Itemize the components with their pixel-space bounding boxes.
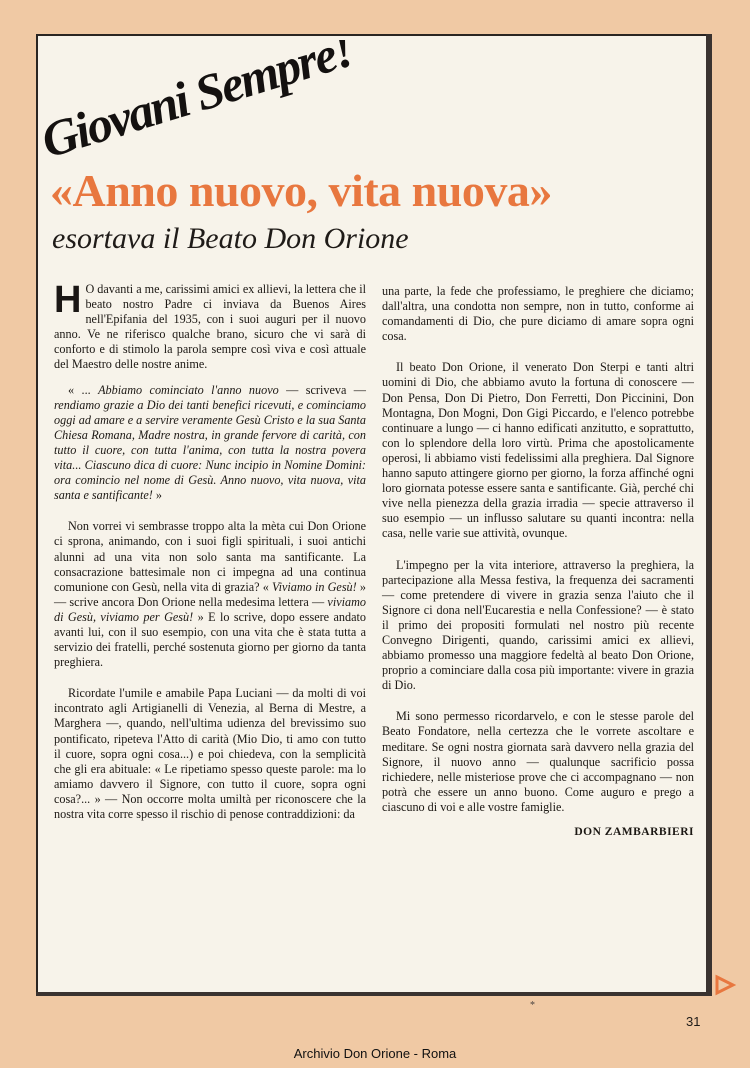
- article-subtitle: esortava il Beato Don Orione: [52, 222, 409, 255]
- paragraph-commitment: L'impegno per la vita interiore, attraverso la preghiera, la partecipazione alla Messa festiva, la frequenza dei sacramenti — come pretendere di vivere in grazia senza l'aiuto che il Signore ci dona nell'Eucarestia e nella Confessione? — è stato il primo dei propositi formulati nel nostro più recente Convegno Dirigenti, quando, carissimi amici ex allievi, abbiamo promesso una maggiore fedeltà al beato Don Orione, proprio a cominciare dalla cosa più importante: vivere in grazia di Dio.: [382, 557, 694, 693]
- meta-text-b: » — scrive ancora Don Orione nella medesima lettera —: [54, 579, 366, 609]
- right-column: [382, 284, 694, 850]
- drop-cap: H: [54, 279, 82, 321]
- bottom-border-rule: [36, 992, 712, 996]
- handwritten-heading: [44, 40, 374, 170]
- paragraph-witnesses: Il beato Don Orione, il venerato Don Sterpi e tanti altri uomini di Dio, che abbiamo avuto la fortuna di conoscere — Don Pensa, Don Di Pietro, Don Ferretti, Don Piccinini, Don Montagna, Don Mogni, Don Gigi Piccardo, e l'elenco potrebbe continuare a lungo — ci hanno edificati anzitutto, e soprattutto, con lo splendore della loro virtù. Prima che apostolicamente operosi, li abbiamo visti fedelissimi alla preghiera. Dal Signore hanno saputo attingere giorno per giorno, la forza affinché ogni loro giornata potesse essere santa e santificante. Già, perché chi vive nella pienezza della grazia irradia — specie attraverso il suo esempio — un influsso salutare su quanti incontra: nella casa, nelle varie sue attività, ovunque.: [382, 360, 694, 541]
- paragraph-intro-text: O davanti a me, carissimi amici ex allievi, la lettera che il beato nostro Padre ci inviava da Buenos Aires nell'Epifania del 1935, con i suoi auguri per il nuovo anno. Ve ne riferisco qualche brano, sicuro che vi sarà di conforto e di stimolo la parola sempre così viva e così attuale del Maestro delle nostre anime.: [54, 282, 366, 372]
- paragraph-meta: [54, 519, 366, 670]
- archive-footer: Archivio Don Orione - Roma: [293, 1046, 457, 1061]
- quote-close: »: [152, 488, 162, 503]
- author-signature: DON ZAMBARBIERI: [574, 826, 694, 838]
- quote-aside: — scriveva —: [278, 382, 366, 397]
- paragraph-closing: Mi sono permesso ricordarvelo, e con le stesse parole del Beato Fondatore, nella certezza che le vorrete ascoltare e meditare. Se ogni nostra giornata sarà davvero nella grazia del Signore, il nuovo anno — qualunque sacrificio possa richiedere, nelle misteriose prove che ci accompagnano — non potrà che essere un anno buono. Come auguro e prego a ciascuno di voi e alle vostre famiglie.: [382, 709, 694, 814]
- paragraph-quote: [54, 383, 366, 504]
- print-mark: *: [530, 1000, 535, 1011]
- handwritten-heading-text: Giovani Sempre!: [44, 40, 359, 169]
- quote-part-2: rendiamo grazie a Dio dei tanti benefici ricevuti, e cominciamo oggi ad amare e a servire veramente Gesù Cristo e la sua Santa Chiesa Romana, Madre nostra, in grande fervore di carità, con tutto il cuore, con tutta l'anima, con tutta la nostra povera vita... Ciascuno dica di cuore: Nunc incipio in Nomine Domini: ora comincio nel nome di Gesù. Anno nuovo, vita nuova, vita santa e santificante!: [54, 397, 366, 503]
- meta-text-c: » E lo scrive, dopo essere andato avanti lui, con il suo esempio, con una vita che è stata tutta a servizio dei fratelli, perché sostenuta giorno per giorno da tanta preghiera.: [54, 609, 366, 670]
- meta-quote-1: Viviamo in Gesù!: [272, 579, 357, 594]
- paragraph-intro: [54, 279, 366, 373]
- paragraph-continuation: una parte, la fede che professiamo, le preghiere che diciamo; dall'altra, una condotta non sempre, non in tutto, conforme ai comandamenti di Dio, che pure diciamo di amare sopra ogni cosa.: [382, 284, 694, 344]
- meta-text-a: Non vorrei vi sembrasse troppo alta la mèta cui Don Orione ci sprona, animando, con i suoi figli spirituali, i suoi antichi alunni ad una vita non solo santa ma santificante. La consacrazione battesimale non ci impegna ad una continua comunione con Gesù, nella vita di grazia? «: [54, 519, 366, 594]
- left-column: [54, 279, 366, 832]
- page-number: 31: [686, 1014, 701, 1029]
- quote-open: « ...: [68, 382, 99, 397]
- paragraph-luciani: Ricordate l'umile e amabile Papa Luciani — da molti di voi incontrato agli Artigianelli di Venezia, al Berna di Mestre, a Marghera —, quando, nell'ultima udienza del brevissimo suo pontificato, ripeteva l'Atto di carità (Mio Dio, ti amo con tutto il cuore, sopra ogni cosa...) e poi chiedeva, con la semplicità che gli era abituale: « Le ripetiamo spesso queste parole: ma lo amiamo davvero il Signore, con tutto il cuore, sopra ogni cosa?... » — Non occorre molta umiltà per riconoscere che la nostra vita corre spesso il rischio di penose contraddizioni: da: [54, 686, 366, 821]
- article-title: «Anno nuovo, vita nuova»: [50, 165, 552, 216]
- handwritten-heading-graphic: [44, 40, 374, 170]
- quote-part-1: Abbiamo cominciato l'anno nuovo: [98, 382, 279, 397]
- next-page-arrow-icon: [714, 974, 736, 996]
- meta-quote-2: viviamo di Gesù, viviamo per Gesù!: [54, 594, 366, 624]
